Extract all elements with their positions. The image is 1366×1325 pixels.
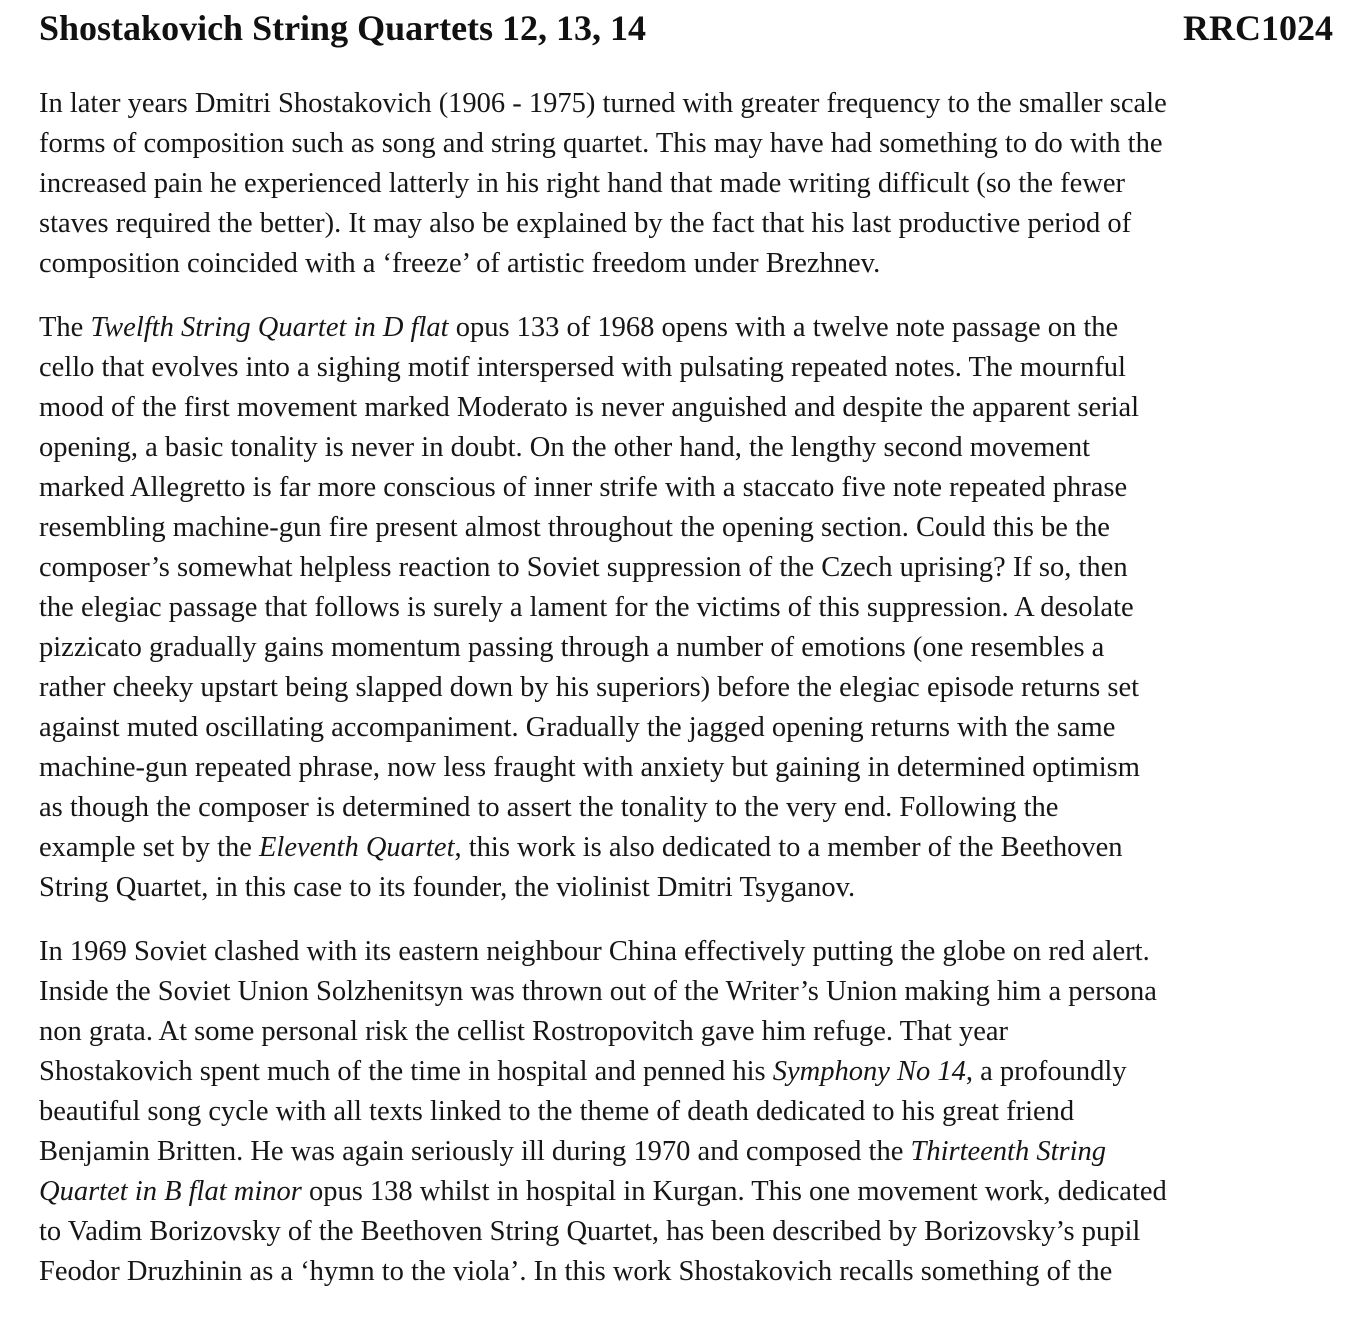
text-segment: beautiful song cycle with all texts linked to the theme of death dedicated to his great friend	[39, 1096, 1075, 1127]
text-line	[39, 124, 1359, 164]
text-line	[39, 428, 1359, 468]
text-line	[39, 588, 1359, 628]
text-line	[39, 668, 1359, 708]
text-segment: opus 138 whilst in hospital in Kurgan. This one movement work, dedicated	[301, 1176, 1167, 1207]
text-segment: In 1969 Soviet clashed with its eastern neighbour China effectively putting the globe on red alert.	[39, 936, 1150, 967]
text-line	[39, 748, 1359, 788]
text-segment: opus 133 of 1968 opens with a twelve note passage on the	[448, 312, 1119, 343]
text-line	[39, 1012, 1359, 1052]
text-segment: Inside the Soviet Union Solzhenitsyn was thrown out of the Writer’s Union making him a persona	[39, 976, 1157, 1007]
text-segment: opening, a basic tonality is never in doubt. On the other hand, the lengthy second movement	[39, 432, 1091, 463]
italic-title-segment: Twelfth String Quartet in D flat	[90, 312, 449, 343]
paragraph	[39, 84, 1359, 284]
text-line	[39, 348, 1359, 388]
text-segment: to Vadim Borizovsky of the Beethoven String Quartet, has been described by Borizovsky’s pupil	[39, 1216, 1141, 1247]
text-line	[39, 468, 1359, 508]
paragraph	[39, 932, 1359, 1292]
italic-title-segment: Symphony No 14	[772, 1056, 966, 1087]
italic-title-segment: Thirteenth String	[910, 1136, 1107, 1167]
text-line	[39, 788, 1359, 828]
text-line	[39, 204, 1359, 244]
text-line	[39, 708, 1359, 748]
text-line	[39, 1052, 1359, 1092]
text-segment: cello that evolves into a sighing motif interspersed with pulsating repeated notes. The mournful	[39, 352, 1126, 383]
text-line	[39, 308, 1359, 348]
text-segment: forms of composition such as song and string quartet. This may have had something to do with the	[39, 128, 1163, 159]
text-segment: composer’s somewhat helpless reaction to Soviet suppression of the Czech uprising? If so, then	[39, 552, 1128, 583]
text-line	[39, 244, 1359, 284]
document-title: Shostakovich String Quartets 12, 13, 14	[39, 8, 647, 48]
catalog-number: RRC1024	[1183, 8, 1333, 48]
text-line	[39, 932, 1359, 972]
text-line	[39, 84, 1359, 124]
text-segment: against muted oscillating accompaniment. Gradually the jagged opening returns with the same	[39, 712, 1116, 743]
text-segment: Feodor Druzhinin as a ‘hymn to the viola’. In this work Shostakovich recalls something of the	[39, 1256, 1113, 1287]
text-segment: marked Allegretto is far more conscious of inner strife with a staccato five note repeated phrase	[39, 472, 1128, 503]
text-segment: , this work is also dedicated to a member of the Beethoven	[454, 832, 1123, 863]
paragraph	[39, 308, 1359, 908]
text-segment: , a profoundly	[965, 1056, 1127, 1087]
text-line	[39, 828, 1359, 868]
text-segment: machine-gun repeated phrase, now less fraught with anxiety but gaining in determined optimism	[39, 752, 1140, 783]
text-segment: as though the composer is determined to assert the tonality to the very end. Following the	[39, 792, 1059, 823]
text-line	[39, 1212, 1359, 1252]
text-line	[39, 972, 1359, 1012]
text-segment: Benjamin Britten. He was again seriously ill during 1970 and composed the	[39, 1136, 911, 1167]
text-line	[39, 388, 1359, 428]
text-segment: non grata. At some personal risk the cellist Rostropovitch gave him refuge. That year	[39, 1016, 1009, 1047]
italic-title-segment: Eleventh Quartet	[259, 832, 455, 863]
text-line	[39, 628, 1359, 668]
text-segment: pizzicato gradually gains momentum passing through a number of emotions (one resembles a	[39, 632, 1105, 663]
body-text	[39, 84, 1359, 1316]
text-segment: String Quartet, in this case to its founder, the violinist Dmitri Tsyganov.	[39, 872, 856, 903]
text-segment: resembling machine-gun fire present almost throughout the opening section. Could this be the	[39, 512, 1110, 543]
text-line	[39, 1172, 1359, 1212]
text-line	[39, 1132, 1359, 1172]
text-line	[39, 548, 1359, 588]
italic-title-segment: Quartet in B flat minor	[39, 1176, 302, 1207]
text-segment: mood of the first movement marked Moderato is never anguished and despite the apparent serial	[39, 392, 1140, 423]
text-segment: staves required the better). It may also be explained by the fact that his last productive period of	[39, 208, 1132, 239]
text-line	[39, 1092, 1359, 1132]
text-segment: rather cheeky upstart being slapped down by his superiors) before the elegiac episode returns set	[39, 672, 1140, 703]
text-segment: Shostakovich spent much of the time in hospital and penned his	[39, 1056, 773, 1087]
text-line	[39, 868, 1359, 908]
text-line	[39, 508, 1359, 548]
text-segment: composition coincided with a ‘freeze’ of artistic freedom under Brezhnev.	[39, 248, 881, 279]
text-line	[39, 1252, 1359, 1292]
text-segment: In later years Dmitri Shostakovich (1906 - 1975) turned with greater frequency to the smaller scale	[39, 88, 1167, 119]
text-line	[39, 164, 1359, 204]
text-segment: the elegiac passage that follows is surely a lament for the victims of this suppression. A desolate	[39, 592, 1134, 623]
text-segment: The	[39, 312, 91, 343]
text-segment: increased pain he experienced latterly in his right hand that made writing difficult (so the fewer	[39, 168, 1126, 199]
text-segment: example set by the	[39, 832, 260, 863]
